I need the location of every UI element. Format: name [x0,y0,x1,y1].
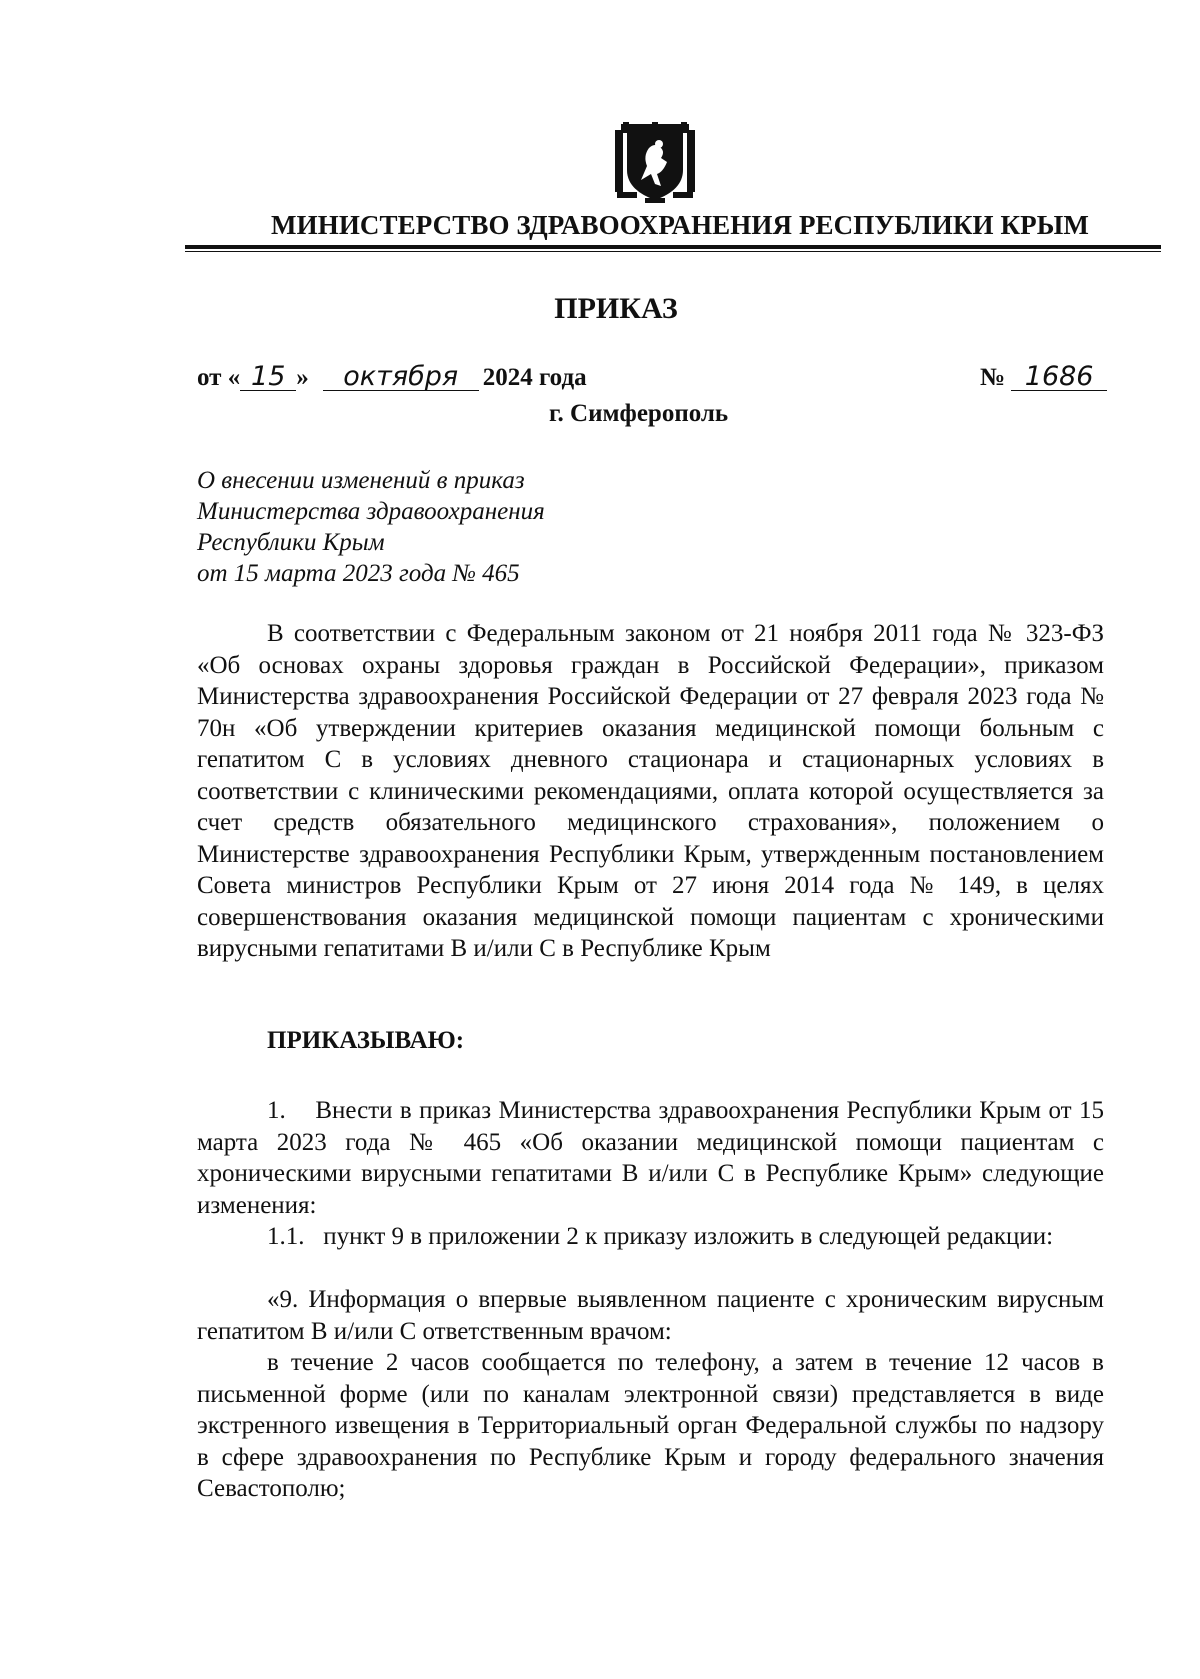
subject-line: О внесении изменений в приказ [197,467,525,494]
item-1-paragraph: 1. Внести в приказ Министерства здравоохранения Республики Крым от 15 марта 2023 года № 465 «Об оказании медицинской помощи пациентам с хроническими вирусными гепатитами В и/или С в Республике Крым» следующие изменения: [197,1097,1104,1219]
date-mid: » [296,364,309,391]
ministry-title: МИНИСТЕРСТВО ЗДРАВООХРАНЕНИЯ РЕСПУБЛИКИ КРЫМ [271,210,1089,240]
date-day-handwritten: 15 [240,364,296,391]
document-type-title: ПРИКАЗ [554,292,678,325]
notification-paragraph: в течение 2 часов сообщается по телефону, а затем в течение 12 часов в письменной форме (или по каналам электронной связи) представляется в виде экстренного извещения в Территориальный орган Федеральной службы по надзору в сфере здравоохранения по Республике Крым и городу федерального значения Севастополю; [197,1349,1104,1502]
date-year: 2024 года [482,364,587,391]
city-line: г. Симферополь [549,400,729,427]
date-month-handwritten: октября [323,364,479,391]
number-sign: № [980,364,1006,391]
header-rule-thin [185,251,1161,252]
order-number [980,361,1107,392]
subject-line: Министерства здравоохранения [197,498,545,525]
order-number-handwritten: 1686 [1011,364,1107,391]
date-line [197,361,587,392]
header-rule-thick [185,245,1161,249]
subject-line: от 15 марта 2023 года № 465 [197,560,520,587]
subject-line: Республики Крым [197,529,385,556]
coat-of-arms-icon [615,122,695,204]
quote-paragraph: «9. Информация о впервые выявленном пациенте с хроническим вирусным гепатитом В и/или С ответственным врачом: [197,1286,1104,1345]
order-subject [197,465,545,589]
date-prefix: от « [197,364,241,391]
preamble-paragraph: В соответствии с Федеральным законом от 21 ноября 2011 года № 323-ФЗ «Об основах охраны здоровья граждан в Российской Федерации», приказом Министерства здравоохранения Российской Федерации от 27 февраля 2023 года № 70н «Об утверждении критериев оказания медицинской помощи больным с гепатитом С в условиях дневного стационара и стационарных условиях в соответствии с клиническими рекомендациями, оплата которой осуществляется за счет средств обязательного медицинского страхования», положением о Министерстве здравоохранения Республики Крым, утвержденным постановлением Совета министров Республики Крым от 27 июня 2014 года № 149, в целях совершенствования оказания медицинской помощи пациентам с хроническими вирусными гепатитами В и/или С в Республике Крым [197,620,1104,962]
command-heading: ПРИКАЗЫВАЮ: [267,1027,465,1054]
item-1-1-paragraph: 1.1. пункт 9 в приложении 2 к приказу изложить в следующей редакции: [267,1223,1054,1250]
